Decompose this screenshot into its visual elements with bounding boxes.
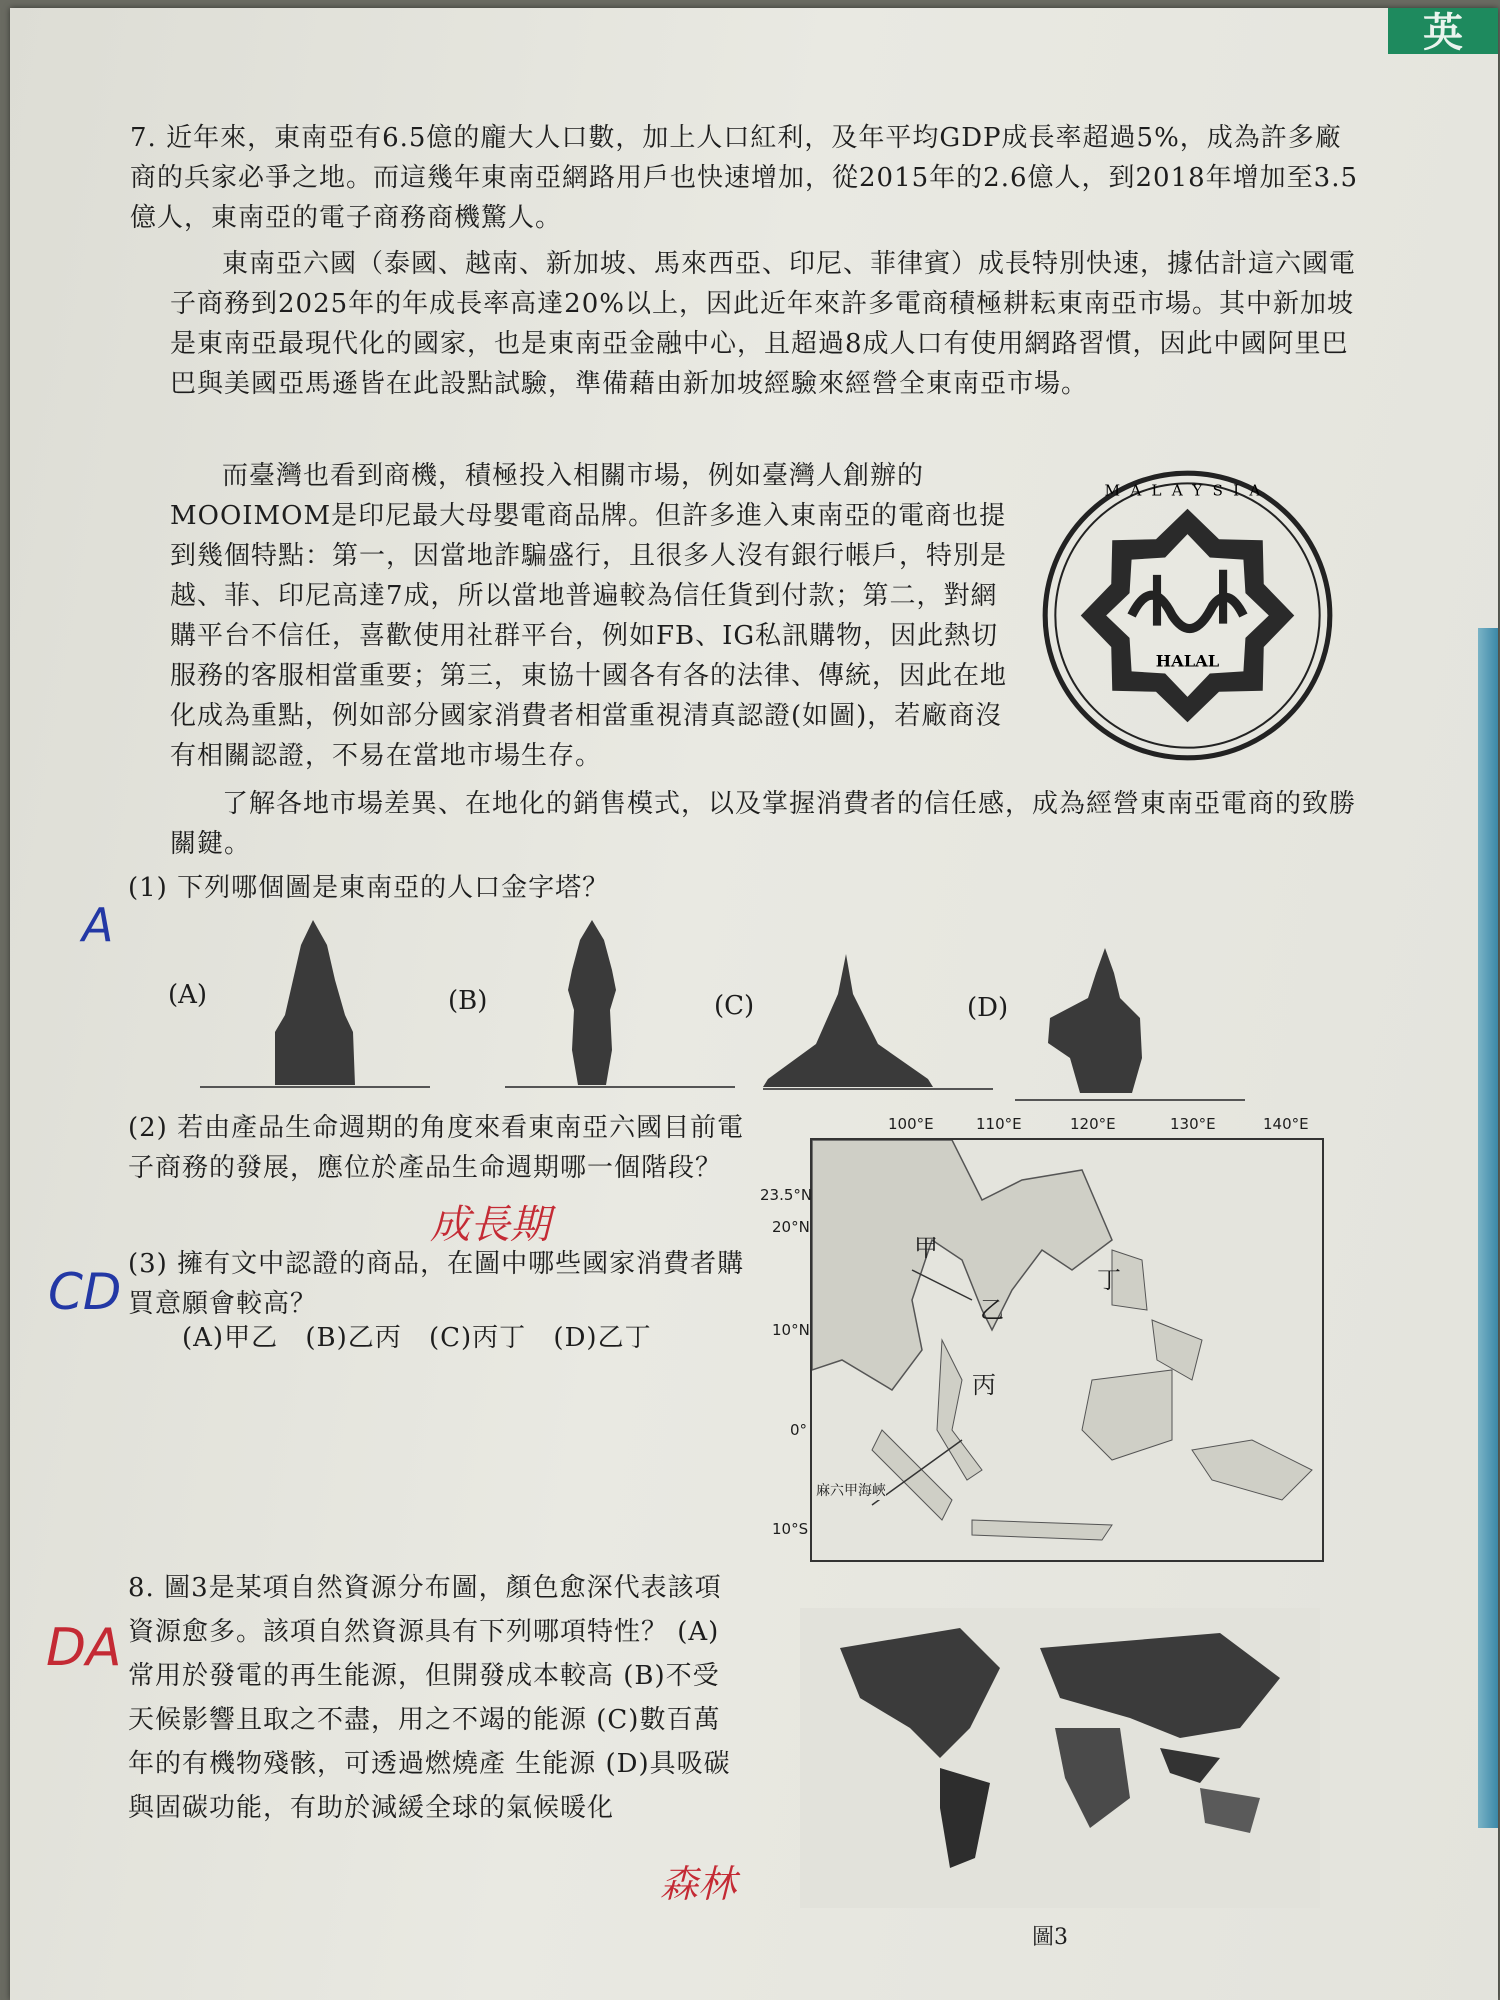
handwritten-answer-3: CD — [48, 1263, 122, 1321]
handwritten-answer-1: A — [82, 898, 114, 952]
lon-110: 110°E — [976, 1115, 1022, 1133]
q7-sub2-prompt: (2) 若由產品生命週期的角度來看東南亞六國目前電子商務的發展，應位於產品生命週期哪一個階段？ — [128, 1113, 745, 1183]
q8-prompt: 8. 圖3是某項自然資源分布圖，顏色愈深代表該項資源愈多。該項自然資源具有下列哪項特性？ (A)常用於發電的再生能源，但開發成本較高 (B)不受天候影響且取之不盡，用之不竭的能源 (C)數百萬年的有機物殘骸，可透過燃燒產 生能源 (D)具吸碳與固碳功能，有助於減緩全球的氣候暖化 — [128, 1573, 731, 1823]
lon-120: 120°E — [1070, 1115, 1116, 1133]
halal-text: HALAL — [1155, 651, 1220, 671]
southeast-asia-map — [810, 1138, 1324, 1562]
pyramid-a-chart — [195, 920, 435, 1095]
figure-3-caption: 圖3 — [1032, 1925, 1068, 1950]
world-resource-map — [800, 1608, 1320, 1908]
subject-tab: 英 — [1388, 8, 1498, 54]
pyramid-b-chart — [500, 920, 740, 1095]
halal-certification-logo — [1035, 463, 1340, 768]
handwritten-note-forest: 森林 — [660, 1862, 737, 1906]
pyramid-option-a-label: (A) — [168, 980, 208, 1010]
pyramid-c-chart — [758, 954, 998, 1094]
q7-sub3-prompt: (3) 擁有文中認證的商品，在圖中哪些國家消費者購買意願會較高？ — [128, 1249, 745, 1319]
book-edge — [1478, 628, 1498, 1828]
q7-paragraph-3: 而臺灣也看到商機，積極投入相關市場，例如臺灣人創辦的MOOIMOM是印尼最大母嬰電商品牌。但許多進入東南亞的電商也提到幾個特點：第一，因當地詐騙盛行，且很多人沒有銀行帳戶，特別是越、菲、印尼高達7成，所以當地普遍較為信任貨到付款；第二，對網購平台不信任，喜歡使用社群平台，例如FB、IG私訊購物，因此熱切服務的客服相當重要；第三，東協十國各有各的法律、傳統，因此在地化成為重點，例如部分國家消費者相當重視清真認證(如圖)，若廠商沒有相關認證，不易在當地市場生存。 — [170, 461, 1008, 771]
map-label-jia: 甲 — [914, 1234, 938, 1262]
lon-140: 140°E — [1263, 1115, 1309, 1133]
malaysia-text: MALAYSIA — [1104, 481, 1271, 500]
map-label-ding: 丁 — [1097, 1266, 1121, 1294]
pyramid-option-c-label: (C) — [714, 991, 755, 1021]
pyramid-d-chart — [1010, 948, 1250, 1113]
lon-100: 100°E — [888, 1115, 934, 1133]
q7-paragraph-2: 東南亞六國（泰國、越南、新加坡、馬來西亞、印尼、菲律賓）成長特別快速，據估計這六國電子商務到2025年的年成長率高達20%以上，因此近年來許多電商積極耕耘東南亞市場。其中新加坡是東南亞最現代化的國家，也是東南亞金融中心，且超過8成人口有使用網路習慣，因此中國阿里巴巴與美國亞馬遜皆在此設點試驗，準備藉由新加坡經驗來經營全東南亞市場。 — [170, 249, 1357, 399]
map-label-yi: 乙 — [980, 1296, 1004, 1324]
pyramid-option-d-label: (D) — [967, 993, 1009, 1023]
lat-10s: 10°S — [772, 1520, 809, 1538]
worksheet-page — [10, 8, 1498, 2000]
q7-paragraph-4: 了解各地市場差異、在地化的銷售模式，以及掌握消費者的信任感，成為經營東南亞電商的致勝關鍵。 — [170, 789, 1357, 859]
map-label-strait: 麻六甲海峽 — [816, 1480, 886, 1500]
q7-sub1-prompt: (1) 下列哪個圖是東南亞的人口金字塔？ — [128, 873, 610, 903]
map-label-bing: 丙 — [972, 1371, 996, 1399]
handwritten-answer-8: DA — [46, 1618, 122, 1678]
handwritten-answer-2: 成長期 — [430, 1202, 550, 1248]
lat-20: 20°N — [772, 1218, 810, 1236]
q7-sub3-options: (A)甲乙 (B)乙丙 (C)丙丁 (D)乙丁 — [182, 1323, 652, 1353]
lon-130: 130°E — [1170, 1115, 1216, 1133]
lat-0: 0° — [790, 1421, 808, 1439]
lat-10: 10°N — [772, 1321, 810, 1339]
q7-paragraph-1: 7. 近年來，東南亞有6.5億的龐大人口數，加上人口紅利，及年平均GDP成長率超過5%，成為許多廠商的兵家必爭之地。而這幾年東南亞網路用戶也快速增加，從2015年的2.6億人，到2018年增加至3.5億人，東南亞的電子商務商機驚人。 — [130, 123, 1359, 233]
pyramid-option-b-label: (B) — [448, 986, 488, 1016]
lat-23: 23.5°N — [760, 1186, 813, 1204]
